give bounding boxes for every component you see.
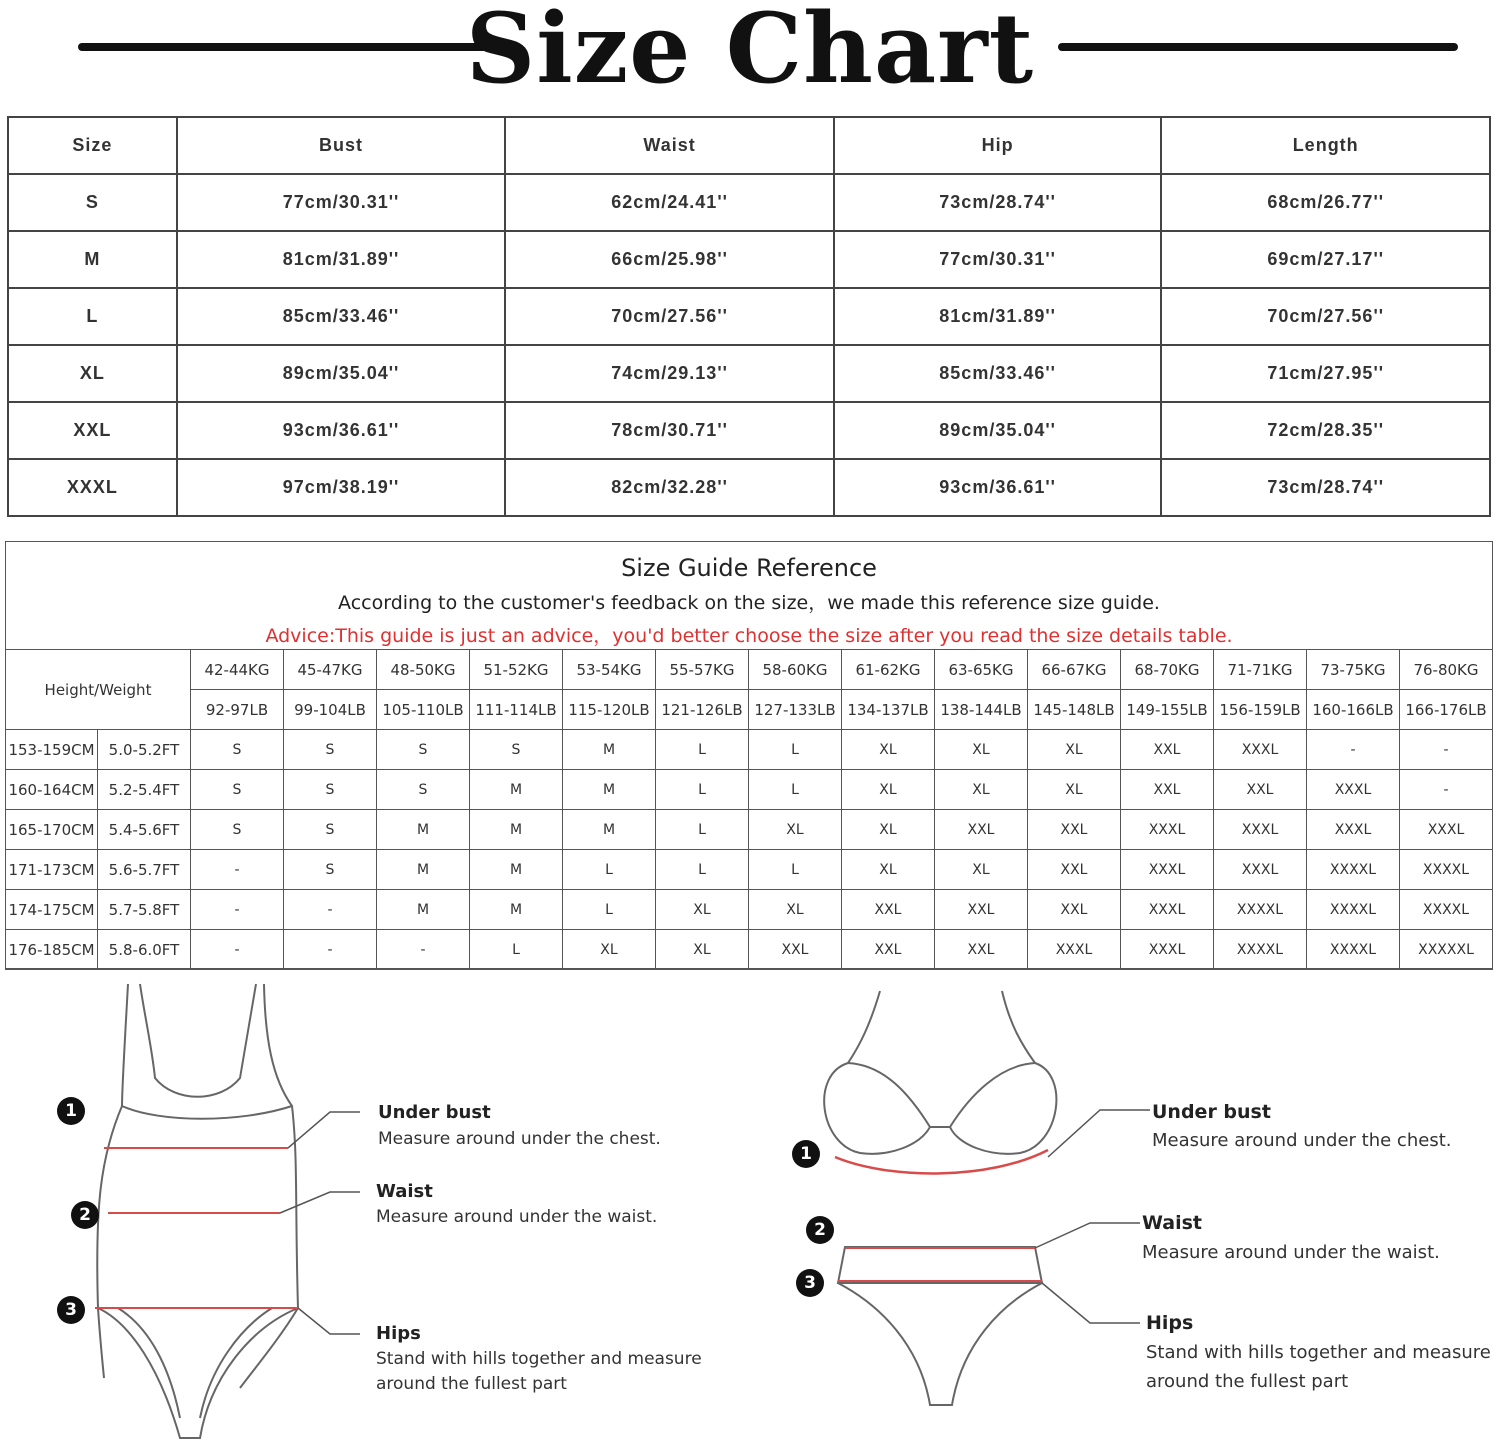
recommended-size-cell: XL	[656, 890, 749, 930]
measurement-cell: 78cm/30.71''	[505, 402, 834, 459]
recommended-size-cell: XXL	[842, 890, 935, 930]
measurement-cell: 89cm/35.04''	[834, 402, 1162, 459]
height-weight-label: Height/Weight	[6, 650, 191, 730]
size-cell: M	[8, 231, 177, 288]
recommended-size-cell: XL	[1028, 730, 1121, 770]
recommended-size-cell: L	[656, 730, 749, 770]
recommended-size-cell: XXXXL	[1307, 890, 1400, 930]
measurement-cell: 74cm/29.13''	[505, 345, 834, 402]
leader-line-underbust	[1048, 1110, 1150, 1157]
recommended-size-cell: XXL	[1121, 770, 1214, 810]
label-hips-desc-1: Stand with hills together and measure	[376, 1349, 702, 1369]
label-hips-desc-1-b: Stand with hills together and measure	[1146, 1342, 1491, 1363]
weight-lb-header: 134-137LB	[842, 690, 935, 730]
recommended-size-cell: L	[563, 890, 656, 930]
label-under-bust-desc-b: Measure around under the chest.	[1152, 1130, 1452, 1151]
recommended-size-cell: XL	[842, 850, 935, 890]
recommended-size-cell: XL	[656, 930, 749, 970]
recommended-size-cell: S	[470, 730, 563, 770]
weight-lb-header: 156-159LB	[1214, 690, 1307, 730]
measurement-cell: 72cm/28.35''	[1161, 402, 1490, 459]
recommended-size-cell: XL	[842, 730, 935, 770]
number-badge-3b: 3	[796, 1269, 824, 1297]
recommended-size-cell: XXL	[1028, 890, 1121, 930]
measurement-cell: 73cm/28.74''	[834, 174, 1162, 231]
weight-kg-header: 51-52KG	[470, 650, 563, 690]
recommended-size-cell: XXXL	[1121, 930, 1214, 970]
swimsuit-left-side	[97, 984, 128, 1378]
height-ft-cell: 5.6-5.7FT	[98, 850, 191, 890]
height-ft-cell: 5.8-6.0FT	[98, 930, 191, 970]
measurement-cell: 93cm/36.61''	[834, 459, 1162, 516]
recommended-size-cell: M	[470, 890, 563, 930]
weight-kg-header: 71-71KG	[1214, 650, 1307, 690]
recommended-size-cell: XL	[842, 810, 935, 850]
recommended-size-cell: XXXXL	[1307, 930, 1400, 970]
measurement-cell: 77cm/30.31''	[177, 174, 506, 231]
recommended-size-cell: M	[563, 810, 656, 850]
recommended-size-cell: XXL	[1028, 810, 1121, 850]
weight-kg-header: 63-65KG	[935, 650, 1028, 690]
size-guide	[5, 541, 1493, 969]
recommended-size-cell: M	[563, 730, 656, 770]
height-cm-cell: 171-173CM	[6, 850, 98, 890]
measurement-cell: 69cm/27.17''	[1161, 231, 1490, 288]
recommended-size-cell: XXXL	[1214, 810, 1307, 850]
weight-kg-header: 53-54KG	[563, 650, 656, 690]
measurement-cell: 68cm/26.77''	[1161, 174, 1490, 231]
recommended-size-cell: XXL	[842, 930, 935, 970]
recommended-size-cell: XXL	[935, 930, 1028, 970]
measurement-cell: 81cm/31.89''	[834, 288, 1162, 345]
label-hips-desc-2: around the fullest part	[376, 1374, 567, 1394]
recommended-size-cell: XXL	[749, 930, 842, 970]
recommended-size-cell: L	[470, 930, 563, 970]
title-bar	[0, 0, 1500, 110]
recommended-size-cell: M	[470, 810, 563, 850]
weight-lb-header: 115-120LB	[563, 690, 656, 730]
size-guide-title: Size Guide Reference	[621, 554, 877, 582]
bikini-waistband	[838, 1247, 1042, 1283]
bikini-bottom	[838, 1283, 1042, 1405]
title-rule-right	[1058, 43, 1458, 51]
recommended-size-cell: XL	[749, 890, 842, 930]
size-cell: XXL	[8, 402, 177, 459]
number-badge-2: 2	[71, 1201, 99, 1229]
label-under-bust-desc: Measure around under the chest.	[378, 1129, 661, 1149]
weight-kg-header: 48-50KG	[377, 650, 470, 690]
swimsuit-neckline	[140, 984, 256, 1097]
number-badge-3: 3	[57, 1296, 85, 1324]
column-header: Hip	[834, 117, 1162, 174]
size-guide-header	[6, 542, 1492, 649]
table-row	[6, 850, 1493, 890]
recommended-size-cell: XL	[749, 810, 842, 850]
recommended-size-cell: XXL	[935, 890, 1028, 930]
guide-kg-row	[6, 650, 1493, 690]
table-row	[8, 231, 1490, 288]
column-header: Size	[8, 117, 177, 174]
label-hips-desc-2-b: around the fullest part	[1146, 1371, 1349, 1392]
measurement-cell: 77cm/30.31''	[834, 231, 1162, 288]
bikini-left-cup	[824, 1063, 930, 1154]
recommended-size-cell: XXXL	[1028, 930, 1121, 970]
recommended-size-cell: -	[1400, 730, 1493, 770]
bikini-diagram	[790, 985, 1150, 1415]
label-waist-desc: Measure around under the waist.	[376, 1207, 658, 1227]
measurement-cell: 62cm/24.41''	[505, 174, 834, 231]
measurement-cell: 85cm/33.46''	[834, 345, 1162, 402]
recommended-size-cell: L	[563, 850, 656, 890]
recommended-size-cell: XL	[935, 850, 1028, 890]
size-cell: L	[8, 288, 177, 345]
recommended-size-cell: XXL	[1028, 850, 1121, 890]
recommended-size-cell: -	[377, 930, 470, 970]
measurement-cell: 81cm/31.89''	[177, 231, 506, 288]
weight-lb-header: 99-104LB	[284, 690, 377, 730]
recommended-size-cell: XL	[935, 770, 1028, 810]
bikini-right-cup	[950, 1063, 1056, 1154]
height-ft-cell: 5.4-5.6FT	[98, 810, 191, 850]
recommended-size-cell: XXXXL	[1400, 890, 1493, 930]
recommended-size-cell: L	[656, 770, 749, 810]
leader-line-bikini-hips	[1042, 1283, 1140, 1323]
measurement-cell: 66cm/25.98''	[505, 231, 834, 288]
recommended-size-cell: -	[1307, 730, 1400, 770]
column-header: Length	[1161, 117, 1490, 174]
measurement-cell: 82cm/32.28''	[505, 459, 834, 516]
recommended-size-cell: M	[563, 770, 656, 810]
recommended-size-cell: S	[284, 730, 377, 770]
recommended-size-cell: M	[470, 850, 563, 890]
label-waist-title-b: Waist	[1142, 1212, 1203, 1234]
label-hips-title-b: Hips	[1146, 1312, 1194, 1334]
column-header: Bust	[177, 117, 506, 174]
recommended-size-cell: S	[284, 810, 377, 850]
recommended-size-cell: XXXXL	[1214, 890, 1307, 930]
size-guide-advice: Advice:This guide is just an advice，you'd better choose the size after you read the size details table.	[265, 625, 1233, 647]
table-row	[8, 288, 1490, 345]
recommended-size-cell: XL	[1028, 770, 1121, 810]
recommended-size-cell: -	[1400, 770, 1493, 810]
height-ft-cell: 5.7-5.8FT	[98, 890, 191, 930]
size-guide-table	[5, 649, 1493, 970]
number-badge-2b: 2	[806, 1216, 834, 1244]
label-waist-desc-b: Measure around under the waist.	[1142, 1242, 1440, 1263]
weight-kg-header: 55-57KG	[656, 650, 749, 690]
table-row	[6, 890, 1493, 930]
recommended-size-cell: L	[749, 730, 842, 770]
recommended-size-cell: XL	[935, 730, 1028, 770]
recommended-size-cell: S	[377, 770, 470, 810]
size-guide-subtitle: According to the customer's feedback on the size，we made this reference size guide.	[338, 592, 1160, 614]
number-badge-1: 1	[57, 1097, 85, 1125]
recommended-size-cell: -	[191, 850, 284, 890]
table-row	[6, 810, 1493, 850]
height-cm-cell: 176-185CM	[6, 930, 98, 970]
leader-line-bust	[288, 1112, 360, 1148]
recommended-size-cell: XXXL	[1121, 890, 1214, 930]
recommended-size-cell: L	[749, 770, 842, 810]
recommended-size-cell: M	[470, 770, 563, 810]
height-ft-cell: 5.0-5.2FT	[98, 730, 191, 770]
recommended-size-cell: XXL	[1214, 770, 1307, 810]
recommended-size-cell: S	[284, 850, 377, 890]
table-row	[6, 770, 1493, 810]
recommended-size-cell: XXXL	[1121, 810, 1214, 850]
measurement-cell: 71cm/27.95''	[1161, 345, 1490, 402]
recommended-size-cell: XXXXXL	[1400, 930, 1493, 970]
weight-kg-header: 66-67KG	[1028, 650, 1121, 690]
recommended-size-cell: L	[749, 850, 842, 890]
weight-lb-header: 149-155LB	[1121, 690, 1214, 730]
size-cell: XXXL	[8, 459, 177, 516]
bikini-right-strap	[1002, 991, 1035, 1063]
leader-line-bikini-waist	[1035, 1223, 1140, 1248]
recommended-size-cell: XXL	[1121, 730, 1214, 770]
measurement-cell: 70cm/27.56''	[505, 288, 834, 345]
weight-kg-header: 68-70KG	[1121, 650, 1214, 690]
weight-lb-header: 121-126LB	[656, 690, 749, 730]
recommended-size-cell: XXXXL	[1214, 930, 1307, 970]
recommended-size-cell: XXXL	[1214, 730, 1307, 770]
weight-kg-header: 76-80KG	[1400, 650, 1493, 690]
label-waist-title: Waist	[376, 1181, 433, 1202]
weight-kg-header: 42-44KG	[191, 650, 284, 690]
table-row	[8, 174, 1490, 231]
measurement-cell: 89cm/35.04''	[177, 345, 506, 402]
label-under-bust-title: Under bust	[378, 1102, 491, 1123]
weight-lb-header: 166-176LB	[1400, 690, 1493, 730]
height-ft-cell: 5.2-5.4FT	[98, 770, 191, 810]
swimsuit-bust-curve	[122, 1106, 292, 1119]
weight-lb-header: 138-144LB	[935, 690, 1028, 730]
height-cm-cell: 165-170CM	[6, 810, 98, 850]
recommended-size-cell: XXXL	[1307, 810, 1400, 850]
table-row	[8, 345, 1490, 402]
recommended-size-cell: L	[656, 850, 749, 890]
label-under-bust-title-b: Under bust	[1152, 1101, 1271, 1123]
weight-lb-header: 160-166LB	[1307, 690, 1400, 730]
column-header: Waist	[505, 117, 834, 174]
recommended-size-cell: -	[284, 930, 377, 970]
weight-lb-header: 145-148LB	[1028, 690, 1121, 730]
size-table-header	[8, 117, 1490, 174]
weight-lb-header: 105-110LB	[377, 690, 470, 730]
size-cell: XL	[8, 345, 177, 402]
height-cm-cell: 160-164CM	[6, 770, 98, 810]
swimsuit-leg	[98, 1308, 298, 1438]
table-row	[6, 730, 1493, 770]
recommended-size-cell: XL	[842, 770, 935, 810]
table-row	[8, 402, 1490, 459]
recommended-size-cell: XXL	[935, 810, 1028, 850]
measurement-cell: 93cm/36.61''	[177, 402, 506, 459]
weight-lb-header: 92-97LB	[191, 690, 284, 730]
recommended-size-cell: XXXL	[1307, 770, 1400, 810]
recommended-size-cell: S	[284, 770, 377, 810]
table-row	[6, 930, 1493, 970]
recommended-size-cell: XL	[563, 930, 656, 970]
measurement-cell: 85cm/33.46''	[177, 288, 506, 345]
recommended-size-cell: XXXXL	[1400, 850, 1493, 890]
recommended-size-cell: M	[377, 890, 470, 930]
recommended-size-cell: XXXL	[1400, 810, 1493, 850]
height-cm-cell: 153-159CM	[6, 730, 98, 770]
weight-kg-header: 61-62KG	[842, 650, 935, 690]
leader-line-hips	[298, 1308, 360, 1334]
recommended-size-cell: L	[656, 810, 749, 850]
recommended-size-cell: XXXXL	[1307, 850, 1400, 890]
weight-kg-header: 58-60KG	[749, 650, 842, 690]
recommended-size-cell: M	[377, 810, 470, 850]
recommended-size-cell: S	[191, 730, 284, 770]
weight-lb-header: 111-114LB	[470, 690, 563, 730]
recommended-size-cell: S	[191, 810, 284, 850]
recommended-size-cell: XXXL	[1121, 850, 1214, 890]
weight-kg-header: 45-47KG	[284, 650, 377, 690]
recommended-size-cell: XXXL	[1214, 850, 1307, 890]
measurement-cell: 73cm/28.74''	[1161, 459, 1490, 516]
recommended-size-cell: -	[284, 890, 377, 930]
leader-line-waist	[280, 1192, 360, 1213]
recommended-size-cell: -	[191, 930, 284, 970]
height-cm-cell: 174-175CM	[6, 890, 98, 930]
measurement-cell: 97cm/38.19''	[177, 459, 506, 516]
guide-lb-row	[6, 690, 1493, 730]
number-badge-1b: 1	[792, 1140, 820, 1168]
recommended-size-cell: -	[191, 890, 284, 930]
size-cell: S	[8, 174, 177, 231]
recommended-size-cell: S	[191, 770, 284, 810]
table-row	[8, 459, 1490, 516]
recommended-size-cell: M	[377, 850, 470, 890]
weight-lb-header: 127-133LB	[749, 690, 842, 730]
measurement-cell: 70cm/27.56''	[1161, 288, 1490, 345]
recommended-size-cell: S	[377, 730, 470, 770]
label-hips-title: Hips	[376, 1323, 421, 1344]
size-table	[7, 116, 1491, 517]
bikini-left-strap	[848, 991, 880, 1063]
page-title: Size Chart	[465, 0, 1035, 105]
weight-kg-header: 73-75KG	[1307, 650, 1400, 690]
